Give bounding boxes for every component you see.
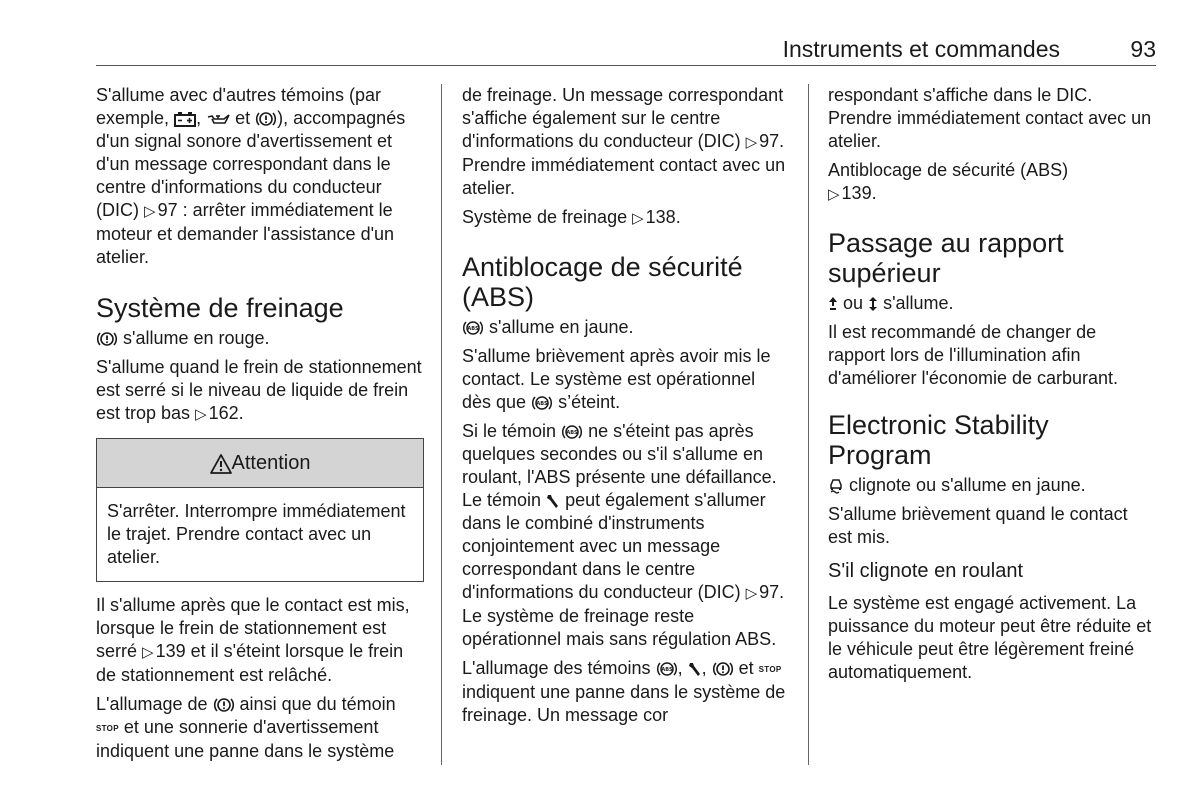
paragraph: Si le témoin ABS ne s'éteint pas après quelques secondes ou s'il s'allume en roulant, l'ABS présente une défaillance. Le témoin peut également s'allumer dans le combiné d'instruments conjointement avec un message correspondant dans le centre d'informations du conducteur (DIC) ▷ 97. Le système de freinage reste opérationnel mais sans régulation ABS. [462, 421, 785, 649]
warning-header [97, 439, 423, 488]
column-1 [96, 84, 422, 769]
abs-icon [656, 660, 678, 678]
section-title: Instruments et commandes [782, 36, 1060, 62]
triangle-arrow-icon: ▷ [144, 203, 156, 220]
column-3 [828, 84, 1154, 690]
oil-can-icon [206, 113, 230, 125]
brake-warning-icon [213, 696, 235, 714]
header-divider [96, 65, 1156, 66]
paragraph: de freinage. Un message correspondant s'affiche également sur le centre d'informations du conducteur (DIC) ▷ 97. Prendre immédiatement contact avec un atelier. [462, 85, 786, 198]
shift-arrow-icon [868, 296, 878, 312]
svg-text:ABS: ABS [536, 401, 548, 408]
paragraph: Antiblocage de sécurité (ABS) ▷ 139. [828, 160, 1069, 203]
svg-text:ABS: ABS [467, 326, 479, 333]
paragraph: respondant s'affiche dans le DIC. Prendre immédiatement contact avec un atelier. [828, 85, 1152, 151]
svg-text:ABS: ABS [566, 430, 578, 437]
paragraph: ABS s'allume en jaune. [462, 316, 788, 339]
paragraph: Système de freinage ▷ 138. [462, 207, 681, 227]
brake-warning-icon [712, 660, 734, 678]
paragraph: Le système est engagé activement. La puissance du moteur peut être réduite et le véhicule peut être légèrement freiné automatiquement. [828, 593, 1152, 682]
warning-label: Attention [231, 452, 311, 474]
heading-systeme-de-freinage: Système de freinage [96, 293, 344, 323]
upshift-arrow-icon [828, 296, 838, 312]
abs-icon [561, 423, 583, 441]
paragraph: Il s'allume après que le contact est mis, lorsque le frein de stationnement est serré ▷ 139 et il s'éteint lorsque le frein de stationnement est relâché. [96, 595, 410, 685]
wrench-icon [546, 493, 560, 509]
abs-icon [531, 394, 553, 412]
triangle-arrow-icon: ▷ [195, 406, 207, 423]
abs-icon [462, 319, 484, 337]
page-number: 93 [1130, 36, 1156, 62]
brake-warning-icon [96, 330, 118, 348]
triangle-arrow-icon: ▷ [745, 585, 758, 602]
warning-box [96, 438, 424, 582]
heading-passage-au-rapport: Passage au rapport supérieur [828, 228, 1064, 288]
paragraph: S'allume avec d'autres témoins (par exemple, , et ), accompagnés d'un signal sonore d'avertissement et d'un message correspondant dans le centre d'informations du conducteur (DIC) ▷ 97 : arrêter immédiatement le moteur et demander l'assistance d'un atelier. [96, 85, 406, 267]
paragraph: S'allume brièvement quand le contact est mis. [828, 504, 1128, 547]
column-divider-2 [808, 84, 809, 765]
battery-icon [174, 112, 196, 127]
paragraph: L'allumage de ainsi que du témoin STOP et une sonnerie d'avertissement indiquent une panne dans le système [96, 694, 396, 761]
column-divider-1 [441, 84, 442, 765]
brake-warning-icon [255, 110, 277, 128]
stop-icon: STOP [758, 664, 782, 674]
paragraph: clignote ou s'allume en jaune. [828, 474, 1154, 497]
paragraph: Il est recommandé de changer de rapport lors de l'illumination afin d'améliorer l'économie de carburant. [828, 322, 1119, 388]
paragraph: s'allume en rouge. [96, 327, 422, 350]
triangle-arrow-icon: ▷ [632, 210, 644, 227]
paragraph: ou s'allume. [828, 292, 1154, 315]
triangle-arrow-icon: ▷ [828, 186, 840, 203]
triangle-arrow-icon: ▷ [745, 134, 758, 151]
triangle-arrow-icon: ▷ [142, 644, 154, 661]
svg-text:ABS: ABS [660, 667, 673, 674]
paragraph: S'allume brièvement après avoir mis le contact. Le système est opérationnel dès que ABS s’éteint. [462, 346, 771, 412]
heading-sil-clignote: S'il clignote en roulant [828, 560, 1024, 582]
heading-esp: Electronic Stability Program [828, 410, 1049, 470]
esp-skid-icon [828, 477, 844, 495]
heading-abs: Antiblocage de sécurité (ABS) [462, 252, 743, 312]
warning-text: S'arrêter. Interrompre immédiatement le trajet. Prendre contact avec un atelier. [107, 501, 406, 567]
page-header [96, 34, 1156, 64]
paragraph: S'allume quand le frein de stationnement est serré si le niveau de liquide de frein est trop bas ▷ 162. [96, 357, 422, 423]
wrench-icon [688, 661, 702, 677]
column-2 [462, 84, 788, 733]
warning-triangle-icon [210, 454, 232, 474]
paragraph: L'allumage des témoins ABS , , et STOP indiquent une panne dans le système de freinage. Un message cor [462, 658, 786, 725]
stop-icon: STOP [96, 723, 119, 733]
